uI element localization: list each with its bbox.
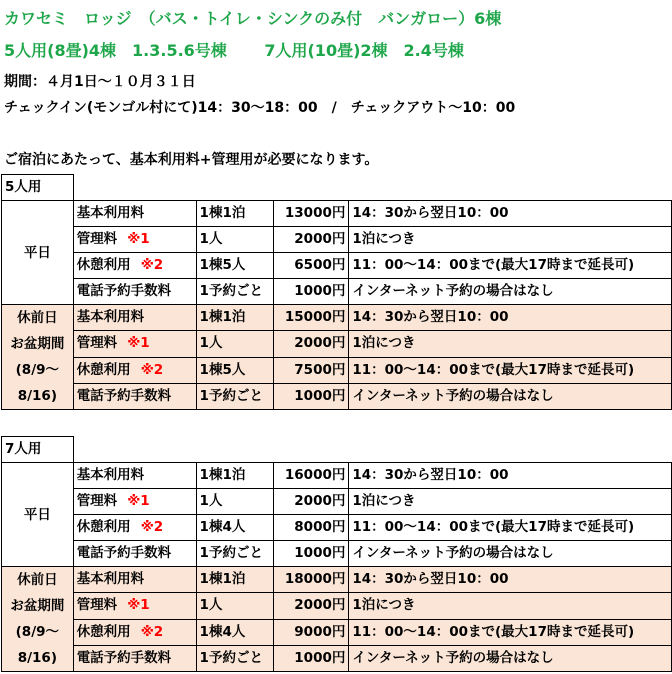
price-cell: 18000円 <box>274 567 349 593</box>
note-mark: ※2 <box>140 361 164 378</box>
section-label: 7人用 <box>2 437 74 463</box>
desc-cell: 11：00～14：00まで(最大17時まで延長可) <box>349 619 672 645</box>
desc-cell: 1泊につき <box>349 227 672 253</box>
note-mark: ※2 <box>140 257 164 273</box>
price-cell: 1000円 <box>274 383 349 409</box>
price-cell: 15000円 <box>274 305 349 331</box>
price-cell: 2000円 <box>274 331 349 357</box>
desc-cell: インターネット予約の場合はなし <box>349 645 672 671</box>
price-cell: 2000円 <box>274 227 349 253</box>
note-mark <box>171 388 181 404</box>
unit-cell: 1棟1泊 <box>196 305 274 331</box>
checkin-text: チェックイン(モンゴル村にて)14：30～18：00 / チェックアウト～10：00 <box>4 100 516 116</box>
item-cell: 基本利用料 <box>73 567 196 593</box>
price-cell: 8000円 <box>274 515 349 541</box>
unit-cell: 1棟1泊 <box>196 567 274 593</box>
note-mark <box>144 205 154 221</box>
section-label: 5人用 <box>2 175 74 201</box>
desc-cell: インターネット予約の場合はなし <box>349 279 672 305</box>
unit-cell: 1予約ごと <box>196 383 274 409</box>
table-row <box>2 515 672 541</box>
desc-cell: 11：00～14：00まで(最大17時まで延長可) <box>349 253 672 279</box>
item-cell: 基本利用料 <box>73 201 196 227</box>
unit-cell: 1棟4人 <box>196 619 274 645</box>
group-label-holiday: 休前日 お盆期間 (8/9～ 8/16) <box>2 305 74 410</box>
unit-cell: 1人 <box>196 593 274 619</box>
note-mark: ※2 <box>140 519 164 535</box>
note-mark: ※1 <box>127 493 150 509</box>
item-cell: 休憩利用 ※2 <box>73 619 196 645</box>
unit-cell: 1人 <box>196 227 274 253</box>
table-row <box>2 619 672 645</box>
price-cell: 1000円 <box>274 541 349 567</box>
desc-cell: 1泊につき <box>349 489 672 515</box>
desc-cell: 14：30から翌日10：00 <box>349 463 672 489</box>
note-mark <box>144 309 154 325</box>
desc-cell: インターネット予約の場合はなし <box>349 383 672 409</box>
table-row <box>2 593 672 619</box>
note-mark: ※1 <box>127 597 150 614</box>
unit-cell: 1予約ごと <box>196 541 274 567</box>
table-row <box>2 253 672 279</box>
desc-cell: 14：30から翌日10：00 <box>349 305 672 331</box>
group-label-weekday: 平日 <box>2 201 74 305</box>
desc-cell: 14：30から翌日10：00 <box>349 567 672 593</box>
price-cell: 1000円 <box>274 279 349 305</box>
price-cell: 1000円 <box>274 645 349 671</box>
desc-cell: 14：30から翌日10：00 <box>349 201 672 227</box>
table-row <box>2 541 672 567</box>
desc-cell: 1泊につき <box>349 331 672 357</box>
note-mark <box>144 467 154 483</box>
group-label-weekday: 平日 <box>2 463 74 567</box>
desc-cell: 1泊につき <box>349 593 672 619</box>
price-cell: 16000円 <box>274 463 349 489</box>
unit-cell: 1人 <box>196 331 274 357</box>
table-row <box>2 383 672 409</box>
table-row <box>2 357 672 383</box>
unit-cell: 1棟4人 <box>196 515 274 541</box>
item-cell: 管理料 ※1 <box>73 331 196 357</box>
item-cell: 電話予約手数料 <box>73 541 196 567</box>
note-mark: ※1 <box>127 335 150 352</box>
price-cell: 7500円 <box>274 357 349 383</box>
unit-cell: 1予約ごと <box>196 645 274 671</box>
table-row <box>2 463 672 489</box>
title-line: カワセミ ロッジ （バス・トイレ・シンクのみ付 バンガロー）6棟 <box>4 9 502 28</box>
period-text: 期間：４月1日～１０月３１日 <box>4 74 196 90</box>
item-cell: 基本利用料 <box>73 463 196 489</box>
table-row <box>2 567 672 593</box>
table-row <box>2 201 672 227</box>
item-cell: 休憩利用 ※2 <box>73 515 196 541</box>
unit-cell: 1予約ごと <box>196 279 274 305</box>
desc-cell: インターネット予約の場合はなし <box>349 541 672 567</box>
unit-cell: 1棟5人 <box>196 253 274 279</box>
item-cell: 電話予約手数料 <box>73 383 196 409</box>
price-cell: 2000円 <box>274 593 349 619</box>
table-row <box>2 645 672 671</box>
price-cell: 13000円 <box>274 201 349 227</box>
item-cell: 電話予約手数料 <box>73 645 196 671</box>
item-cell: 基本利用料 <box>73 305 196 331</box>
note-mark <box>171 650 181 666</box>
table-row <box>2 279 672 305</box>
unit-cell: 1棟1泊 <box>196 463 274 489</box>
note-mark: ※2 <box>140 623 164 640</box>
desc-cell: 11：00～14：00まで(最大17時まで延長可) <box>349 357 672 383</box>
group-label-holiday: 休前日 お盆期間 (8/9～ 8/16) <box>2 567 74 672</box>
item-cell: 管理料 ※1 <box>73 227 196 253</box>
unit-cell: 1棟5人 <box>196 357 274 383</box>
item-cell: 休憩利用 ※2 <box>73 253 196 279</box>
table-row <box>2 331 672 357</box>
price-table-5 <box>1 174 672 410</box>
table-row <box>2 227 672 253</box>
table-row <box>2 305 672 331</box>
item-cell: 管理料 ※1 <box>73 489 196 515</box>
item-cell: 管理料 ※1 <box>73 593 196 619</box>
item-cell: 電話予約手数料 <box>73 279 196 305</box>
price-table-7 <box>1 436 672 672</box>
subtitle-line: 5人用(8畳)4棟 1.3.5.6号棟 7人用(10畳)2棟 2.4号棟 <box>4 41 464 60</box>
price-cell: 2000円 <box>274 489 349 515</box>
note-mark <box>171 545 181 561</box>
note-mark: ※1 <box>127 231 150 247</box>
desc-cell: 11：00～14：00まで(最大17時まで延長可) <box>349 515 672 541</box>
item-cell: 休憩利用 ※2 <box>73 357 196 383</box>
table-row <box>2 489 672 515</box>
unit-cell: 1人 <box>196 489 274 515</box>
notice-text: ご宿泊にあたって、基本利用料+管理用が必要になります。 <box>4 152 379 168</box>
price-cell: 6500円 <box>274 253 349 279</box>
unit-cell: 1棟1泊 <box>196 201 274 227</box>
note-mark <box>171 283 181 299</box>
note-mark <box>144 571 154 587</box>
price-cell: 9000円 <box>274 619 349 645</box>
